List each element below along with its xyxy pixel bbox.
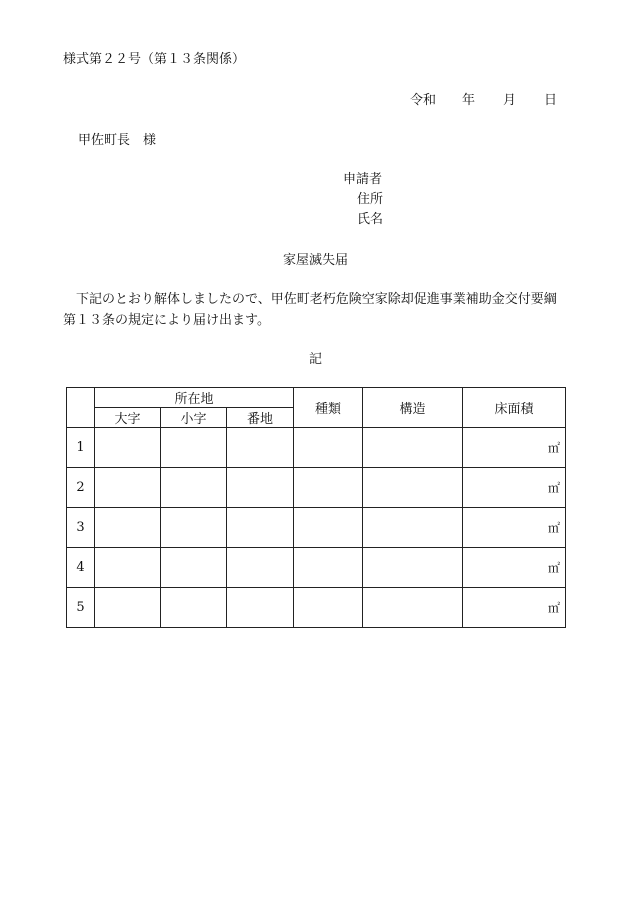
body-text: [63, 289, 568, 331]
era-label: 令和: [410, 93, 437, 108]
banchi-cell[interactable]: [227, 548, 294, 588]
row-number: 2: [67, 468, 95, 508]
unit-label: ㎡: [548, 561, 561, 575]
ki-heading: 記: [309, 352, 323, 367]
year-label: 年: [462, 93, 476, 108]
floor-area-cell[interactable]: [463, 548, 566, 588]
structure-cell[interactable]: [363, 468, 463, 508]
koaza-cell[interactable]: [161, 468, 227, 508]
number-header: [67, 388, 95, 428]
unit-label: ㎡: [548, 481, 561, 495]
structure-cell[interactable]: [363, 548, 463, 588]
unit-label: ㎡: [548, 521, 561, 535]
row-number: 3: [67, 508, 95, 548]
banchi-header: 番地: [227, 408, 294, 428]
location-header: 所在地: [95, 388, 294, 408]
structure-cell[interactable]: [363, 588, 463, 628]
structure-header: 構造: [363, 388, 463, 428]
banchi-cell[interactable]: [227, 588, 294, 628]
day-label: 日: [544, 93, 558, 108]
koaza-header: 小字: [161, 408, 227, 428]
name-label: 氏名: [357, 212, 384, 227]
type-cell[interactable]: [294, 428, 363, 468]
unit-label: ㎡: [548, 601, 561, 615]
structure-cell[interactable]: [363, 508, 463, 548]
floor-area-cell[interactable]: [463, 428, 566, 468]
banchi-cell[interactable]: [227, 468, 294, 508]
unit-label: ㎡: [548, 441, 561, 455]
table-row: [67, 548, 566, 588]
floor-area-cell[interactable]: [463, 588, 566, 628]
type-cell[interactable]: [294, 508, 363, 548]
banchi-cell[interactable]: [227, 428, 294, 468]
header-row-1: [67, 388, 566, 408]
type-cell[interactable]: [294, 468, 363, 508]
addressee: 甲佐町長 様: [78, 133, 157, 148]
banchi-cell[interactable]: [227, 508, 294, 548]
month-label: 月: [503, 93, 517, 108]
body-line-2: 第１３条の規定により届け出ます。: [63, 313, 270, 328]
type-cell[interactable]: [294, 548, 363, 588]
type-cell[interactable]: [294, 588, 363, 628]
koaza-cell[interactable]: [161, 548, 227, 588]
date-line: [410, 89, 557, 108]
table-row: [67, 588, 566, 628]
structure-cell[interactable]: [363, 428, 463, 468]
table-row: [67, 508, 566, 548]
row-number: 1: [67, 428, 95, 468]
row-number: 4: [67, 548, 95, 588]
oaza-cell[interactable]: [95, 588, 161, 628]
oaza-header: 大字: [95, 408, 161, 428]
document-title: 家屋滅失届: [283, 253, 349, 268]
address-label: 住所: [357, 192, 384, 207]
koaza-cell[interactable]: [161, 428, 227, 468]
oaza-cell[interactable]: [95, 468, 161, 508]
body-line-1: 下記のとおり解体しましたので、甲佐町老朽危険空家除却促進事業補助金交付要綱: [76, 292, 557, 307]
floor-area-cell[interactable]: [463, 508, 566, 548]
applicant-label: 申請者: [343, 172, 383, 187]
oaza-cell[interactable]: [95, 508, 161, 548]
row-number: 5: [67, 588, 95, 628]
koaza-cell[interactable]: [161, 508, 227, 548]
form-number: 様式第２２号（第１３条関係）: [63, 52, 246, 67]
oaza-cell[interactable]: [95, 428, 161, 468]
table-row: [67, 468, 566, 508]
type-header: 種類: [294, 388, 363, 428]
koaza-cell[interactable]: [161, 588, 227, 628]
items-table: [66, 387, 566, 628]
floor-area-cell[interactable]: [463, 468, 566, 508]
oaza-cell[interactable]: [95, 548, 161, 588]
floor-area-header: 床面積: [463, 388, 566, 428]
table-row: [67, 428, 566, 468]
